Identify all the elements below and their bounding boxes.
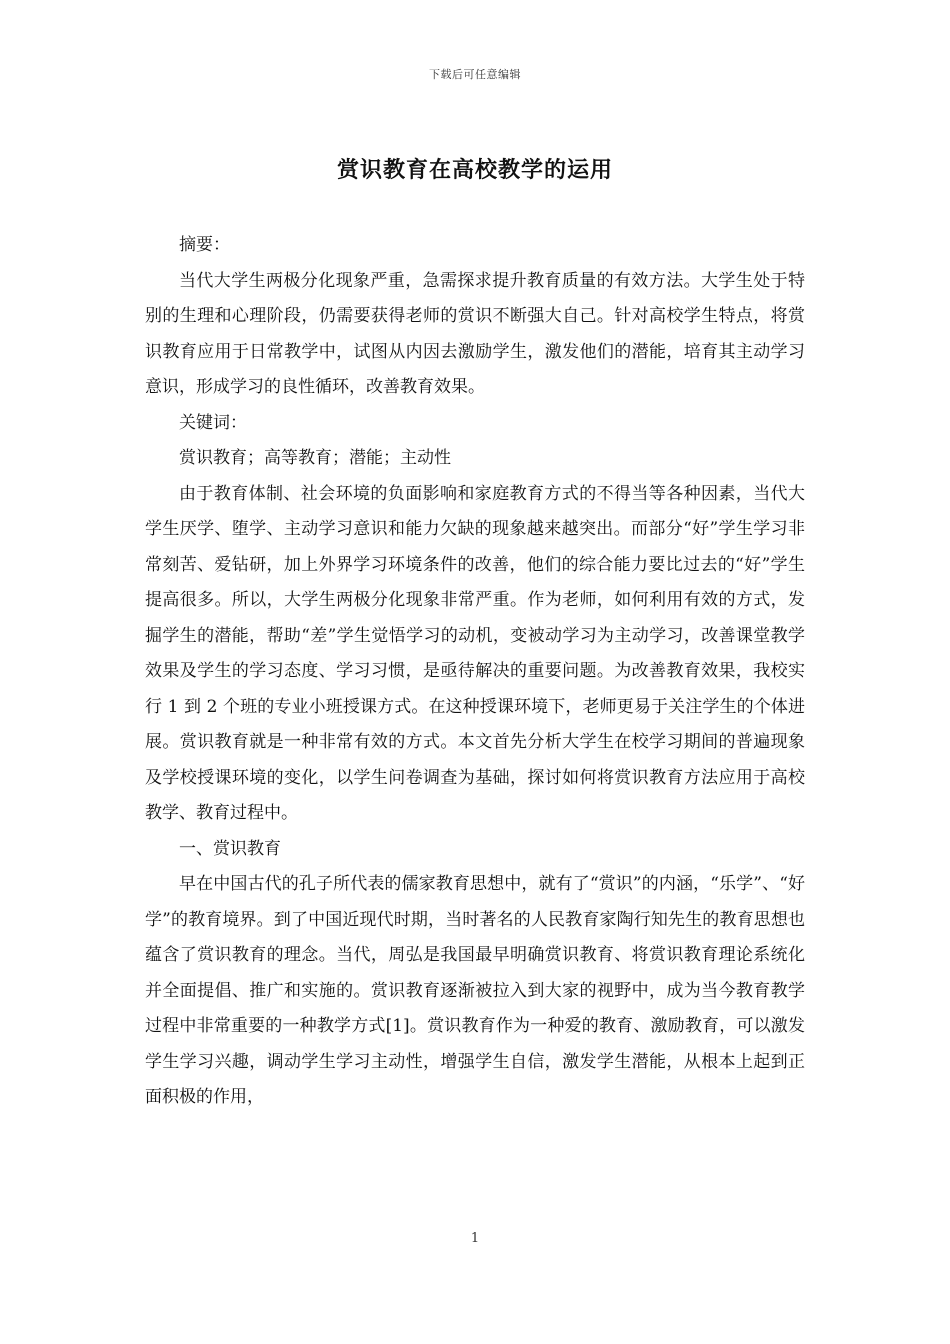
intro-paragraph: 由于教育体制、社会环境的负面影响和家庭教育方式的不得当等各种因素，当代大学生厌学、堕学、主动学习意识和能力欠缺的现象越来越突出。而部分“好”学生学习非常刻苦、爱钻研，加上外界学习环境条件的改善，他们的综合能力要比过去的“好”学生提高很多。所以，大学生两极分化现象非常严重。作为老师，如何利用有效的方式，发掘学生的潜能，帮助“差”学生觉悟学习的动机，变被动学习为主动学习，改善课堂教学效果及学生的学习态度、学习习惯，是亟待解决的重要问题。为改善教育效果，我校实行 1 到 2 个班的专业小班授课方式。在这种授课环境下，老师更易于关注学生的个体进展。赏识教育就是一种非常有效的方式。本文首先分析大学生在校学习期间的普遍现象及学校授课环境的变化，以学生问卷调查为基础，探讨如何将赏识教育方法应用于高校教学、教育过程中。 (145, 483, 805, 823)
page-number: 1 (470, 1231, 480, 1246)
abstract-label: 摘要： (179, 235, 230, 255)
abstract-text: 当代大学生两极分化现象严重，急需探求提升教育质量的有效方法。大学生处于特别的生理和心理阶段，仍需要获得老师的赏识不断强大自己。针对高校学生特点，将赏识教育应用于日常教学中，试图从内因去激励学生，激发他们的潜能，培育其主动学习意识，形成学习的良性循环，改善教育效果。 (145, 270, 805, 397)
document-title: 赏识教育在高校教学的运用 (336, 157, 613, 183)
section-1-paragraph: 早在中国古代的孔子所代表的儒家教育思想中，就有了“赏识”的内涵，“乐学”、“好学”的教育境界。到了中国近现代时期，当时著名的人民教育家陶行知先生的教育思想也蕴含了赏识教育的理念。当代，周弘是我国最早明确赏识教育、将赏识教育理论系统化并全面提倡、推广和实施的。赏识教育逐渐被拉入到大家的视野中，成为当今教育教学过程中非常重要的一种教学方式[1]。赏识教育作为一种爱的教育、激励教育，可以激发学生学习兴趣，调动学生学习主动性，增强学生自信，激发学生潜能，从根本上起到正面积极的作用， (145, 874, 805, 1107)
section-1-heading: 一、赏识教育 (179, 838, 281, 859)
keywords-text: 赏识教育；高等教育；潜能；主动性 (179, 448, 451, 468)
document-body (145, 228, 805, 1116)
header-note: 下载后可任意编辑 (429, 68, 521, 81)
keywords-label: 关键词： (179, 412, 247, 433)
